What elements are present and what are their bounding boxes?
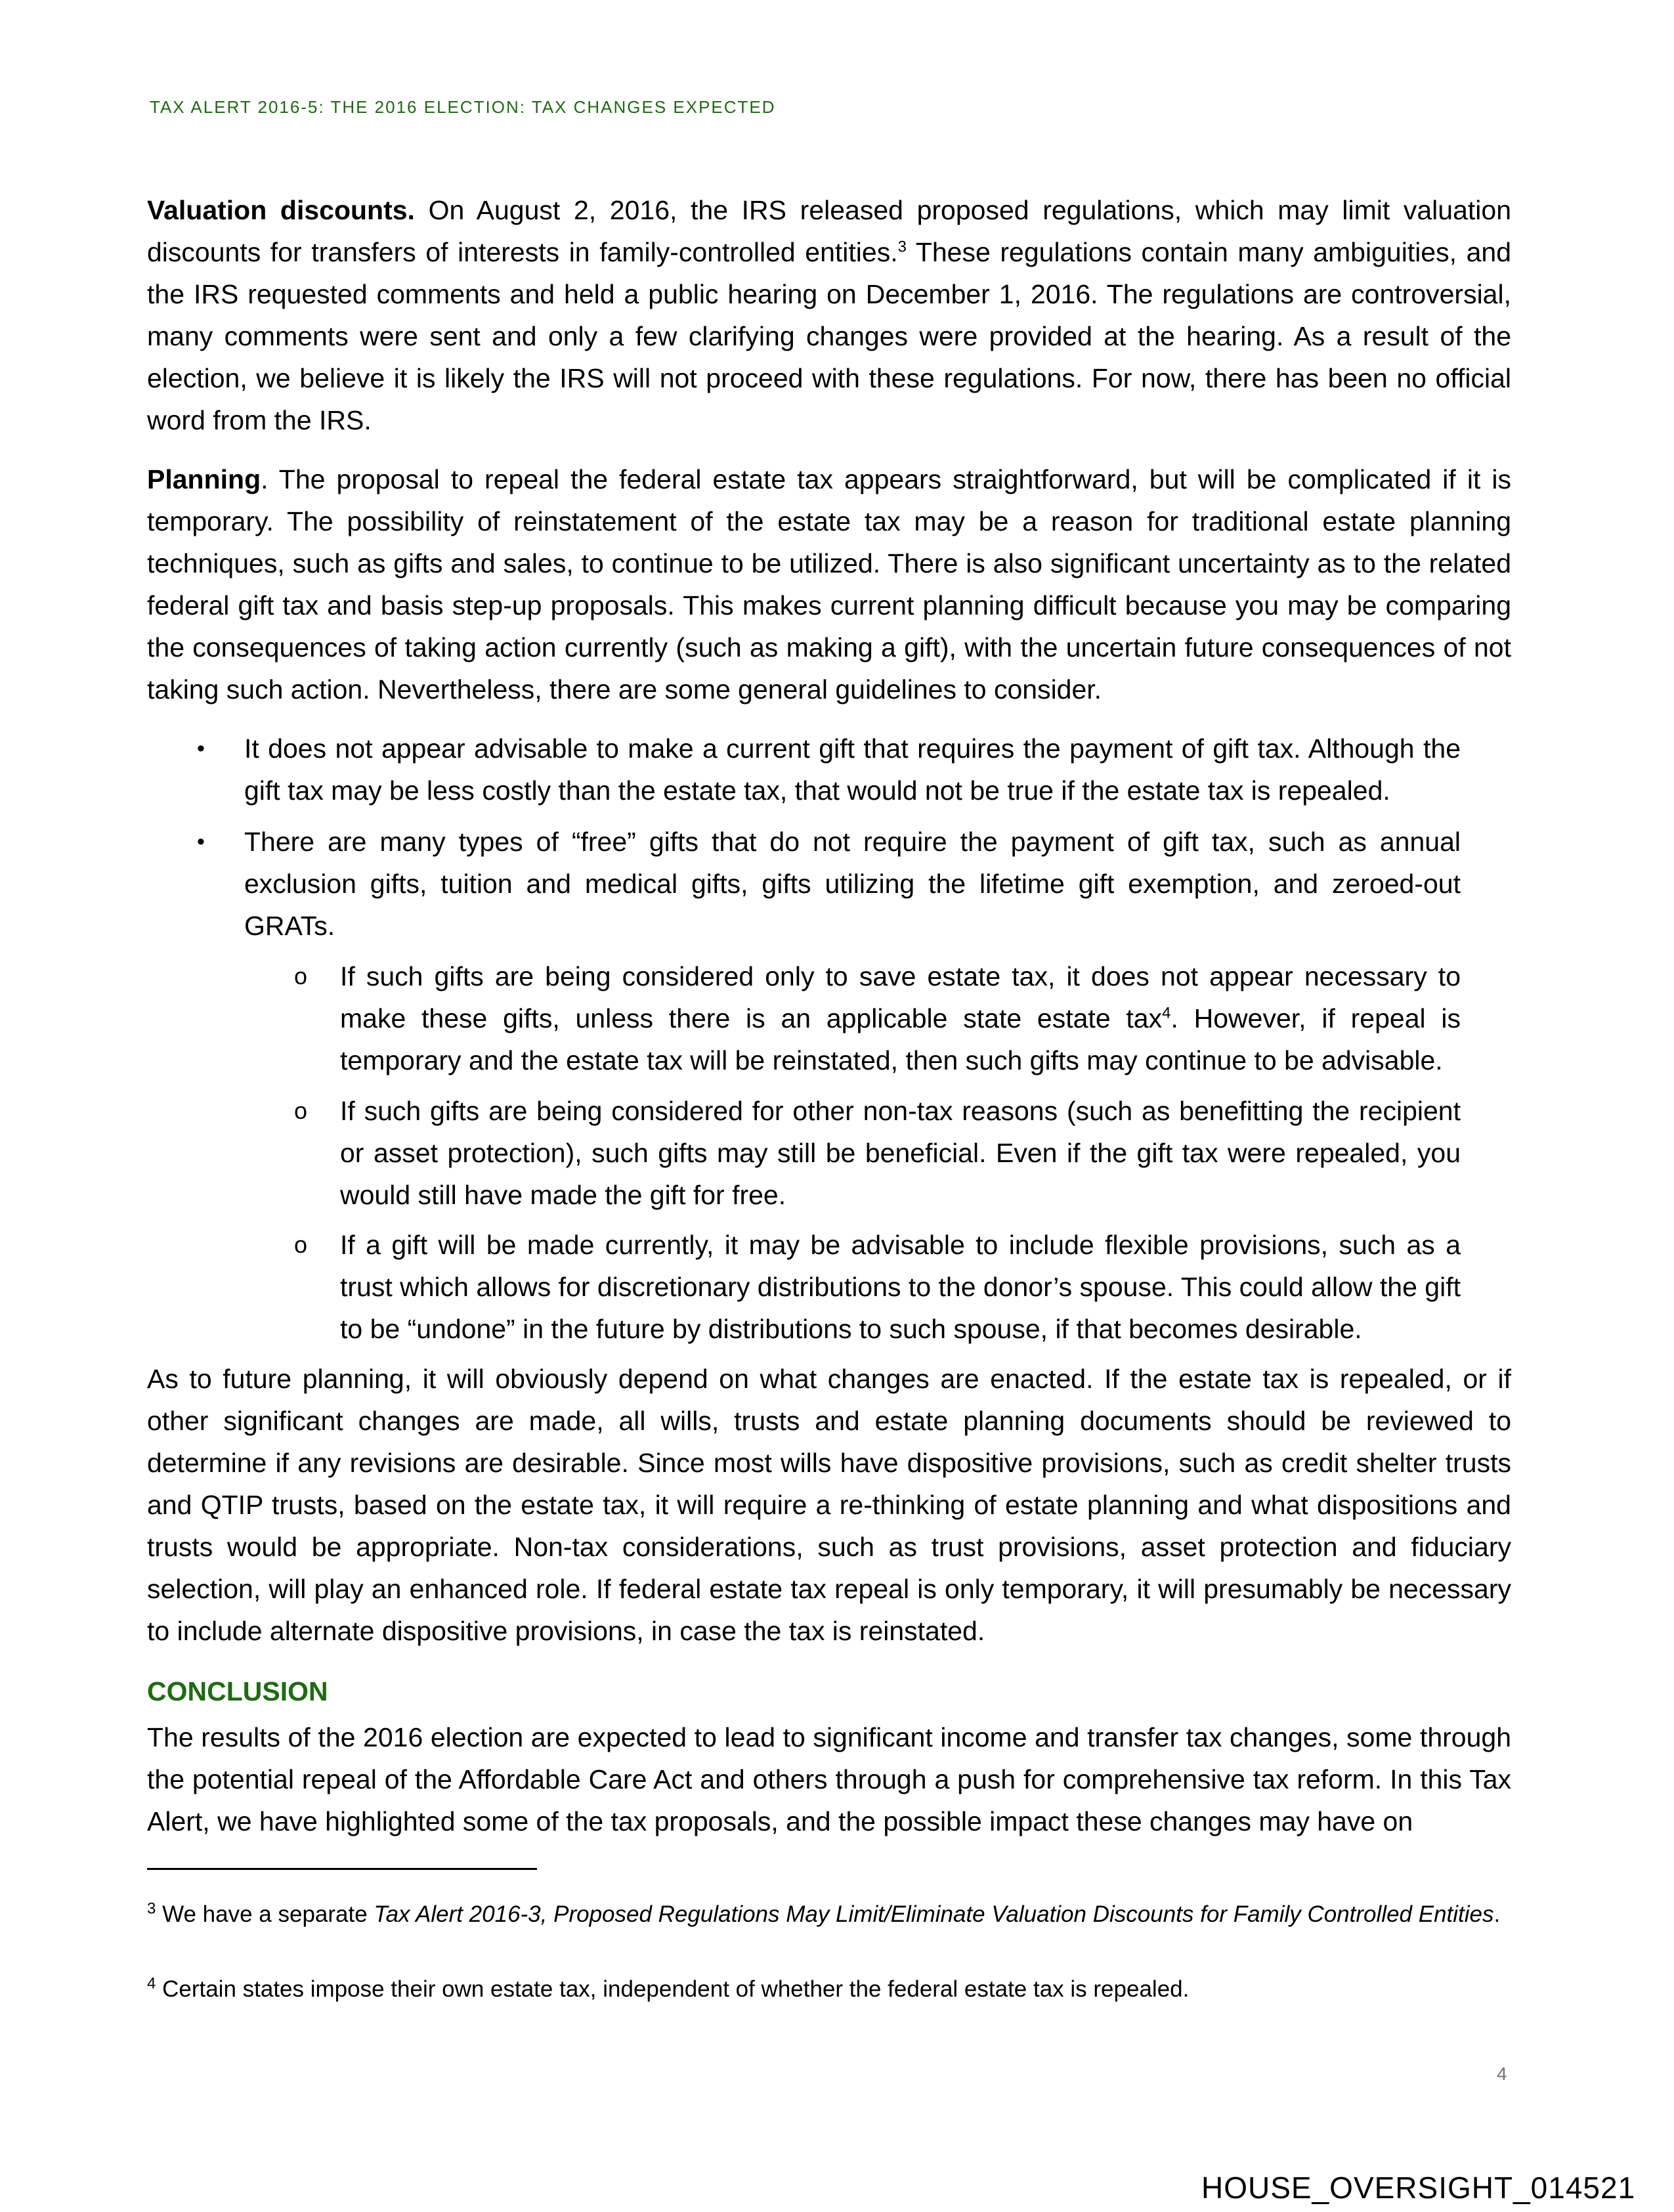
valuation-discounts-paragraph <box>147 189 1511 441</box>
hollow-circle-bullet-icon: o <box>294 1231 308 1258</box>
sub-bullet-text-part2: . However, if repeal is temporary and the estate tax will be reinstated, then such gifts may continue to be advisable. <box>340 1003 1461 1075</box>
bullet-text: It does not appear advisable to make a current gift that requires the payment of gift tax. Although the gift tax may be less costly than the estate tax, that would not be true if the estate tax is repealed. <box>244 733 1461 806</box>
running-header: TAX ALERT 2016-5: THE 2016 ELECTION: TAX CHANGES EXPECTED <box>150 97 776 117</box>
sub-bullet-text <box>340 955 1461 1081</box>
future-planning-paragraph: As to future planning, it will obviously depend on what changes are enacted. If the estate tax is repealed, or if other significant changes are made, all wills, trusts and estate planning documents should be reviewed to determine if any revisions are desirable. Since most wills have dispositive provisions, such as credit shelter trusts and QTIP trusts, based on the estate tax, it will require a re-thinking of estate planning and what dispositions and trusts would be appropriate. Non-tax considerations, such as trust provisions, asset protection and fiduciary selection, will play an enhanced role. If federal estate tax repeal is only temporary, it will presumably be necessary to include alternate dispositive provisions, in case the tax is reinstated. <box>147 1364 1511 1646</box>
bullet-icon: • <box>197 736 205 761</box>
footnote-4 <box>147 1972 1511 2006</box>
footnote-text: Certain states impose their own estate tax, independent of whether the federal estate tax is repealed. <box>156 1976 1190 2002</box>
bullet-text: There are many types of “free” gifts that do not require the payment of gift tax, such as annual exclusion gifts, tuition and medical gifts, gifts utilizing the lifetime gift exemption, and zeroed-out GRATs. <box>244 827 1461 941</box>
page-number: 4 <box>1497 2064 1507 2084</box>
footnote-text: We have a separate <box>156 1901 374 1927</box>
footnote-ref-4[interactable]: 4 <box>1162 1004 1171 1022</box>
conclusion-heading: CONCLUSION <box>147 1676 328 1706</box>
valuation-text-part1: On August 2, 2016, the IRS released proposed regulations, which may limit valuation discounts for transfers of interests in family-controlled entities. <box>147 195 1512 267</box>
footnote-citation-title: Tax Alert 2016-3, Proposed Regulations May Limit/Eliminate Valuation Discounts for Family Controlled Entities <box>374 1901 1494 1927</box>
footnote-separator <box>147 1868 537 1870</box>
sub-bullet-text: If such gifts are being considered for other non-tax reasons (such as benefitting the recipient or asset protection), such gifts may still be beneficial. Even if the gift tax were repealed, you would still have made the gift for free. <box>340 1096 1461 1210</box>
footnote-ref-3[interactable]: 3 <box>897 238 907 256</box>
footnote-text-end: . <box>1493 1901 1501 1927</box>
conclusion-paragraph: The results of the 2016 election are expected to lead to significant income and transfer tax changes, some through the potential repeal of the Affordable Care Act and others through a push for comprehensive tax reform. In this Tax Alert, we have highlighted some of the tax proposals, and the possible impact these changes may have on <box>147 1722 1511 1836</box>
planning-text: . The proposal to repeal the federal estate tax appears straightforward, but will be complicated if it is temporary. The possibility of reinstatement of the estate tax may be a reason for traditional estate planning techniques, such as gifts and sales, to continue to be utilized. There is also significant uncertainty as to the related federal gift tax and basis step-up proposals. This makes current planning difficult because you may be comparing the consequences of taking action currently (such as making a gift), with the uncertain future consequences of not taking such action. Nevertheless, there are some general guidelines to consider. <box>147 464 1511 705</box>
hollow-circle-bullet-icon: o <box>294 1097 308 1124</box>
valuation-text-part2: These regulations contain many ambiguities, and the IRS requested comments and held a public hearing on December 1, 2016. The regulations are controversial, many comments were sent and only a few clarifying changes were provided at the hearing. As a result of the election, we believe it is likely the IRS will not proceed with these regulations. For now, there has been no official word from the IRS. <box>147 237 1512 435</box>
bates-number: HOUSE_OVERSIGHT_014521 <box>1201 2171 1636 2205</box>
planning-paragraph <box>147 458 1511 710</box>
valuation-discounts-heading: Valuation discounts. <box>147 195 415 225</box>
footnote-3 <box>147 1898 1511 1932</box>
sub-bullet-text: If a gift will be made currently, it may be advisable to include flexible provisions, such as a trust which allows for discretionary distributions to the donor’s spouse. This could allow the gift to be “undone” in the future by distributions to such spouse, if that becomes desirable. <box>340 1230 1461 1344</box>
sub-bullet-text-part1: If such gifts are being considered only to save estate tax, it does not appear necessary to make these gifts, unless there is an applicable state estate tax <box>340 961 1461 1033</box>
planning-heading: Planning <box>147 464 261 494</box>
footnote-number: 4 <box>147 1974 156 1993</box>
footnote-number: 3 <box>147 1899 156 1918</box>
bullet-icon: • <box>197 829 205 854</box>
hollow-circle-bullet-icon: o <box>294 963 308 989</box>
